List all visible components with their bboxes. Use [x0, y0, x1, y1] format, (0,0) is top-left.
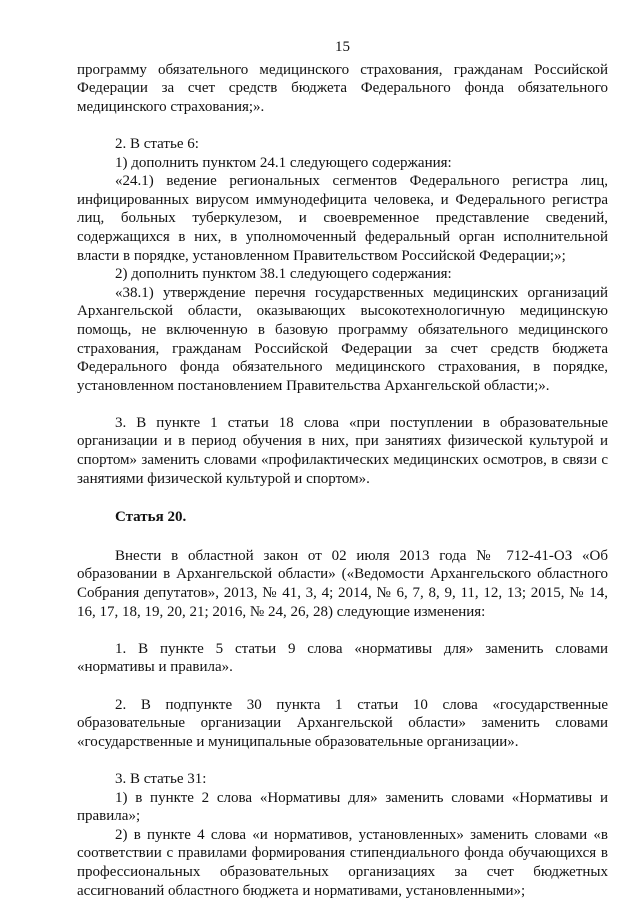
- paragraph-item2: 2) дополнить пунктом 38.1 следующего содержания:: [115, 266, 452, 283]
- paragraph-38-1: «38.1) утверждение перечня государственных медицинских организаций Архангельской области, оказывающих высокотехнологичную медицинскую помощь, не включенную в базовую программу обязательного медицинского страхования, гражданам Российской Федерации за счет средств бюджета Федерального фонда обязательного медицинского страхования, в порядке, установленном постановлением Правительства Архангельской области;».: [77, 284, 608, 394]
- paragraph-article6-heading: 2. В статье 6:: [115, 135, 199, 152]
- paragraph-24-1: «24.1) ведение региональных сегментов Федерального регистра лиц, инфицированных вирусом иммунодефицита человека, и Федерального регистра лиц, больных туберкулезом, и своевременное представление сведений, содержащихся в них, в уполномоченный федеральный орган исполнительной власти в порядке, установленном Правительством Российской Федерации;»;: [77, 173, 608, 264]
- article-20-title: Статья 20.: [115, 509, 187, 526]
- paragraph-item1: 1) дополнить пунктом 24.1 следующего содержания:: [115, 154, 452, 171]
- paragraph-change2: 2. В подпункте 30 пункта 1 статьи 10 слова «государственные образовательные организации Архангельской области» заменить словами «государственные и муниципальные образовательные организации».: [77, 696, 608, 750]
- paragraph-change3-heading: 3. В статье 31:: [115, 770, 207, 787]
- paragraph-change3-item1: 1) в пункте 2 слова «Нормативы для» заменить словами «Нормативы и правила»;: [77, 789, 608, 825]
- paragraph-article20-intro: Внести в областной закон от 02 июля 2013 года № 712-41-ОЗ «Об образовании в Архангельской области» («Ведомости Архангельского областного Собрания депутатов», 2013, № 41, 3, 4; 2014, № 6, 7, 8, 9, 11, 12, 13; 2015, № 14, 16, 17, 18, 19, 20, 21; 2016, № 24, 26, 28) следующие изменения:: [77, 547, 608, 620]
- paragraph-change3-item2: 2) в пункте 4 слова «и нормативов, установленных» заменить словами «в соответствии с правилами формирования стипендиального фонда обучающихся в профессиональных образовательных организациях за счет бюджетных ассигнований областного бюджета и нормативами, установленными»;: [77, 826, 608, 899]
- paragraph-article18-item3: 3. В пункте 1 статьи 18 слова «при поступлении в образовательные организации и в период обучения в них, при занятиях физической культурой и спортом» заменить словами «профилактических медицинских осмотров, в связи с занятиями физической культурой и спортом».: [77, 414, 608, 487]
- paragraph-continuation: программу обязательного медицинского страхования, гражданам Российской Федерации за счет средств бюджета Федерального фонда обязательного медицинского страхования;».: [77, 61, 608, 115]
- paragraph-change1: 1. В пункте 5 статьи 9 слова «нормативы для» заменить словами «нормативы и правила».: [77, 640, 608, 676]
- page-number: 15: [335, 39, 350, 55]
